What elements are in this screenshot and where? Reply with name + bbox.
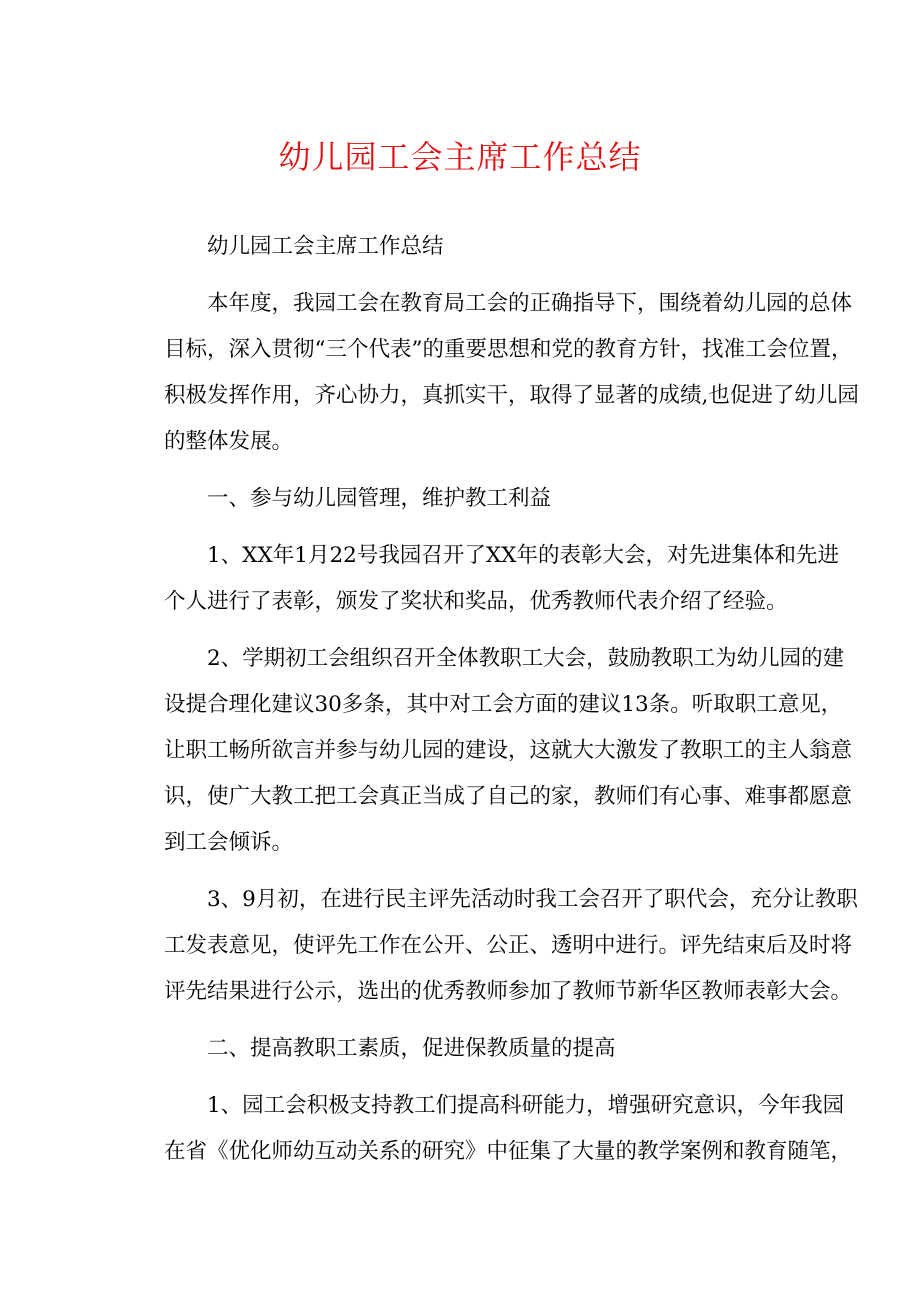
paragraph-line: 在省《优化师幼互动关系的研究》中征集了大量的教学案例和教育随笔， (164, 1139, 853, 1164)
section-heading-2 (164, 1026, 774, 1072)
paragraph-line: 二、提高教职工素质，促进保教质量的提高 (207, 1036, 616, 1061)
paragraph-line: 的整体发展。 (164, 429, 294, 454)
paragraph-line: 工发表意见，使评先工作在公开、公正、透明中进行。评先结束后及时将 (164, 933, 853, 958)
document-title: 幼儿园工会主席工作总结 (278, 138, 642, 176)
paragraph-line: 设提合理化建议30多条，其中对工会方面的建议13条。听取职工意见， (164, 692, 843, 717)
paragraph-line: 本年度，我园工会在教育局工会的正确指导下，围绕着幼儿园的总体 (207, 291, 853, 316)
paragraph-line: 评先结果进行公示，选出的优秀教师参加了教师节新华区教师表彰大会。 (164, 979, 853, 1004)
paragraph-line: 一、参与幼儿园管理，维护教工利益 (207, 486, 552, 511)
paragraph-line: 目标，深入贯彻“三个代表”的重要思想和党的教育方针，找准工会位置， (164, 337, 853, 362)
paragraph-item-2-1 (164, 1083, 853, 1175)
paragraph-line: 幼儿园工会主席工作总结 (207, 234, 444, 259)
section-heading-1 (164, 476, 774, 522)
paragraph-line: 1、XX年1月22号我园召开了XX年的表彰大会，对先进集体和先进 (207, 543, 839, 568)
paragraph-item-1-1 (164, 533, 839, 625)
paragraph-item-1-3 (164, 877, 858, 1015)
paragraph-subtitle (164, 224, 774, 270)
paragraph-line: 让职工畅所欲言并参与幼儿园的建设，这就大大激发了教职工的主人翁意 (164, 738, 853, 763)
paragraph-line: 1、园工会积极支持教工们提高科研能力，增强研究意识，今年我园 (207, 1093, 845, 1118)
paragraph-item-1-2 (164, 636, 853, 866)
paragraph-line: 2、学期初工会组织召开全体教职工大会，鼓励教职工为幼儿园的建 (207, 646, 845, 671)
paragraph-intro (164, 281, 859, 465)
paragraph-line: 到工会倾诉。 (164, 830, 294, 855)
paragraph-line: 识，使广大教工把工会真正当成了自己的家，教师们有心事、难事都愿意 (164, 784, 853, 809)
paragraph-line: 3、9月初，在进行民主评先活动时我工会召开了职代会，充分让教职 (207, 887, 858, 912)
document-body (164, 224, 859, 1186)
paragraph-line: 积极发挥作用，齐心协力，真抓实干，取得了显著的成绩,也促进了幼儿园 (164, 383, 859, 408)
paragraph-line: 个人进行了表彰，颁发了奖状和奖品，优秀教师代表介绍了经验。 (164, 589, 788, 614)
